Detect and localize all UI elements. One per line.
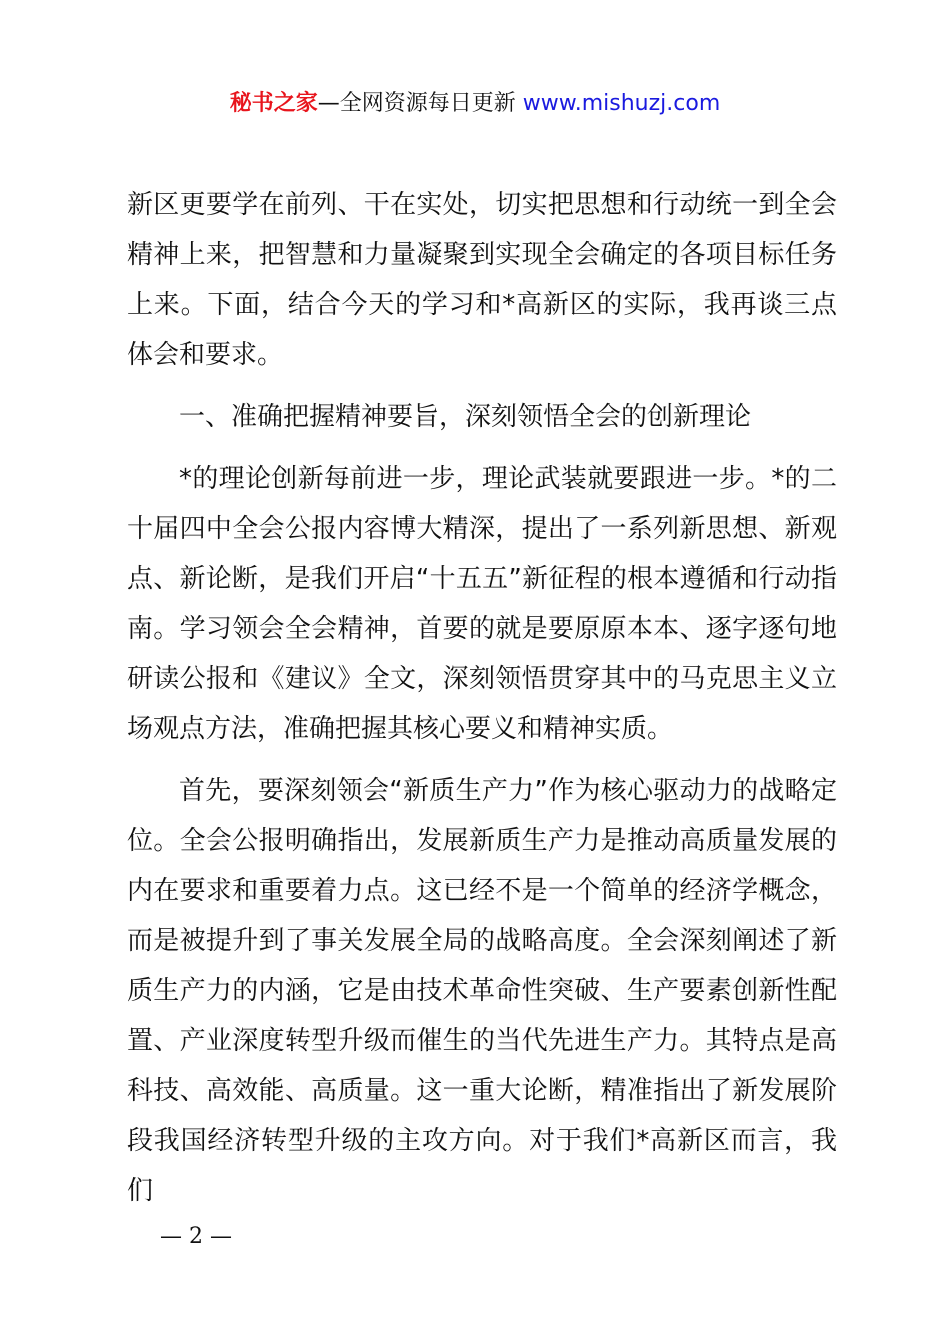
site-url-link[interactable]: www.mishuzj.com	[522, 91, 721, 116]
paragraph: *的理论创新每前进一步，理论武装就要跟进一步。*的二十届四中全会公报内容博大精深，提出了一系列新思想、新观点、新论断，是我们开启“十五五”新征程的根本遵循和行动指南。学习领会全会精神，首要的就是要原原本本、逐字逐句地研读公报和《建议》全文，深刻领悟贯穿其中的马克思主义立场观点方法，准确把握其核心要义和精神实质。	[127, 464, 837, 744]
site-slogan: —全网资源每日更新	[317, 91, 523, 116]
section-heading: 一、准确把握精神要旨，深刻领悟全会的创新理论	[179, 402, 752, 432]
document-body	[127, 180, 837, 1216]
site-header	[0, 88, 950, 120]
site-brand: 秘书之家	[229, 91, 318, 116]
paragraph-continuation: 新区更要学在前列、干在实处，切实把思想和行动统一到全会精神上来，把智慧和力量凝聚到实现全会确定的各项目标任务上来。下面，结合今天的学习和*高新区的实际，我再谈三点体会和要求。	[127, 190, 837, 370]
paragraph: 首先，要深刻领会“新质生产力”作为核心驱动力的战略定位。全会公报明确指出，发展新质生产力是推动高质量发展的内在要求和重要着力点。这已经不是一个简单的经济学概念，而是被提升到了事关发展全局的战略高度。全会深刻阐述了新质生产力的内涵，它是由技术革命性突破、生产要素创新性配置、产业深度转型升级而催生的当代先进生产力。其特点是高科技、高效能、高质量。这一重大论断，精准指出了新发展阶段我国经济转型升级的主攻方向。对于我们*高新区而言，我们	[127, 776, 837, 1206]
page-number: — 2 —	[160, 1224, 232, 1249]
